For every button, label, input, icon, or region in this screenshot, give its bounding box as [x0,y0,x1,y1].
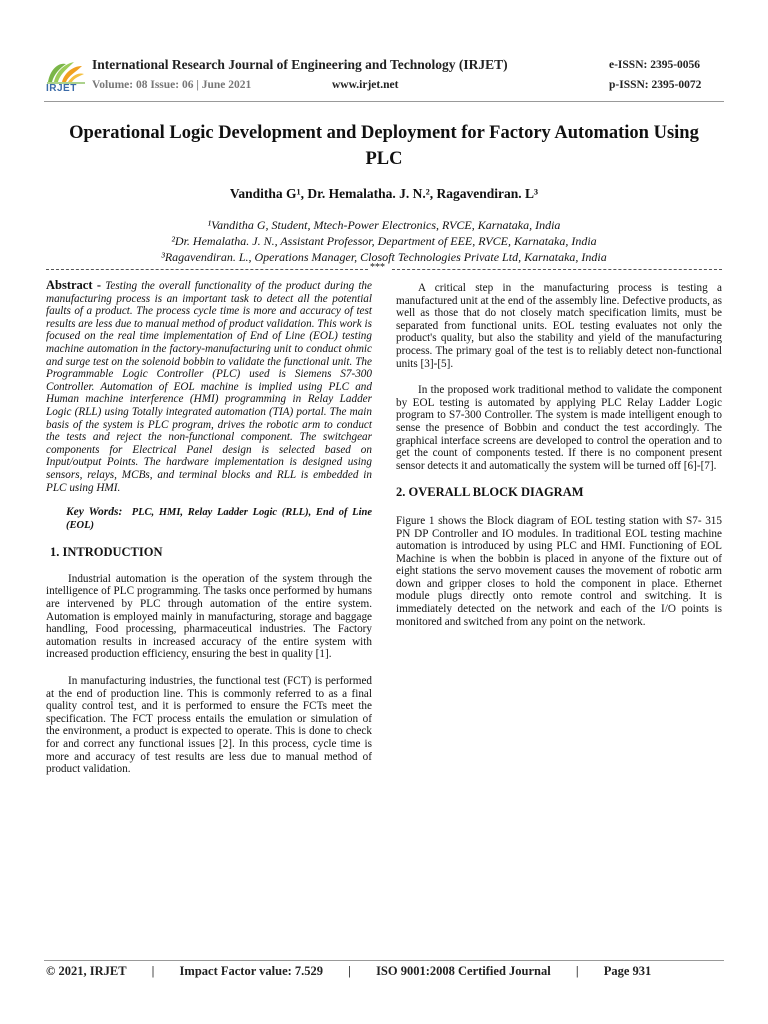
logo-text: IRJET [46,83,77,94]
footer-iso: ISO 9001:2008 Certified Journal [376,964,551,978]
section-heading-block-diagram: 2. OVERALL BLOCK DIAGRAM [396,485,584,500]
right-column [396,282,722,628]
keywords-text: PLC, HMI, Relay Ladder Logic (RLL), End of Line (EOL) [66,507,372,531]
abstract-text: Testing the overall functionality of the product during the manufacturing process is an important task to detect all the potential faults of a product. The process cycle time is more and accuracy of test results are less due to manual method of product validation. This work is focused on the real time implementation of End of Line (EOL) testing machine automation in the factory-manufacturing unit to conduct ohmic and surge test on the solenoid bobbin to validate the functional unit. The Programmable Logic Controller (PLC) used is Siemens S7-300 Controller. Automation of EOL machine is implied using PLC and Human machine interference (HMI) programming in Relay Ladder Logic (RLL) using Totally integrated automation (TIA) portal. The main basis of the system is PLC program, drives the robotic arm to conduct the tests and reject the non-functional component. The switchgear components for Electrical Panel design is selected based on Input/output Points. The hardware implementation is designed using sensors, relays, MCBs, and terminal blocks and RLL is embedded in PLC using HMI. [46,280,372,494]
separator-line-left [46,269,368,270]
footer-separator: | [348,964,351,978]
separator-stars: *** [370,262,385,273]
affiliation-3: ³Ragavendiran. L., Operations Manager, Closoft Technologies Private Ltd, Karnataka, India [161,250,607,264]
abstract-label: Abstract - [46,278,102,292]
paper-authors: Vanditha G¹, Dr. Hemalatha. J. N.², Ragavendiran. L³ [229,186,539,201]
footer-page-number: Page 931 [603,964,652,978]
journal-website: www.irjet.net [332,79,399,91]
keywords-label: Key Words: [66,506,123,519]
abstract [46,279,372,494]
right-paragraph-1: A critical step in the manufacturing process is testing a manufactured unit at the end of the assembly line. Defective products, as well as those that do not closely match specification limits, must be separated from functional units. EOL testing evaluates not only the product's quality, but also the stability and yield of the manufacturing process. The primary goal of the test is to reliably detect non-functional units [3]-[5]. [396,282,722,370]
footer-impact-factor: Impact Factor value: 7.529 [179,964,324,978]
header-divider [44,101,724,102]
footer-divider [44,960,724,961]
keywords [46,506,372,532]
irjet-logo [44,52,88,96]
title-separator [46,262,722,276]
separator-line-right [392,269,722,270]
right-paragraph-2: In the proposed work traditional method to validate the component by EOL testing is automated by applying PLC Relay Ladder Logic program to S7-300 Controller. The system is made intelligent enough to sense the presence of Bobbin and conduct the test accordingly. The graphical interface screens are developed to control the operation and to get the count of components tested. If there is no component present sensor detects it and automatically the system will be turned off [6]-[7]. [396,384,722,472]
left-column [46,279,372,776]
footer-separator: | [151,964,155,978]
page-header [0,0,768,110]
affiliation-2: ²Dr. Hemalatha. J. N., Assistant Professor, Department of EEE, RVCE, Karnataka, India [171,234,597,248]
paper-title: Operational Logic Development and Deployment for Factory Automation Using PLC [69,123,699,169]
e-issn: e-ISSN: 2395-0056 [609,59,701,71]
page-footer [46,964,726,979]
volume-info: Volume: 08 Issue: 06 | June 2021 [92,79,252,91]
author-affiliations [60,217,708,265]
block-diagram-paragraph: Figure 1 shows the Block diagram of EOL testing station with S7- 315 PN DP Controller and IO modules. In traditional EOL testing machine automation is introduced by using PLC and HMI. Functioning of EOL Machine is when the bobbin is placed in anyone of the fixture out of eight stations the servo movement causes the movement of robotic arm down and gripper closes to hold the component in place. Ethernet module plugs directly onto remote control and switching. It is immediately detected on the network and each of the I/O points is monitored and switched from any point on the network. [396,514,722,628]
journal-name: International Research Journal of Engineering and Technology (IRJET) [92,57,508,72]
intro-paragraph-1: Industrial automation is the operation of the system through the intelligence of PLC programming. The tasks once performed by humans are intervened by PLC through automation of the entire system. Automation is employed mainly in manufacturing, storage and baggage handling, Food processing, pharmaceutical industries. The Factory automation results in increased accuracy of the entire system with increased production efficiency, ensuring the best in quality [1]. [46,572,372,661]
intro-paragraph-2: In manufacturing industries, the functional test (FCT) is performed at the end of production line. This is commonly referred to as a final quality control test, and it is performed to ensure the FCTs meet the specification. The FCT process entails the emulation or simulation of the environment, a product is expected to operate. This is done to check for and correct any functional issues [2]. In this process, cycle time is more and accuracy of test results are less due to manual method of product validation. [46,675,372,776]
affiliation-1: ¹Vanditha G, Student, Mtech-Power Electronics, RVCE, Karnataka, India [207,218,561,232]
footer-separator: | [575,964,579,978]
footer-copyright: © 2021, IRJET [46,964,127,978]
section-heading-introduction: 1. INTRODUCTION [50,545,163,560]
p-issn: p-ISSN: 2395-0072 [609,79,702,91]
